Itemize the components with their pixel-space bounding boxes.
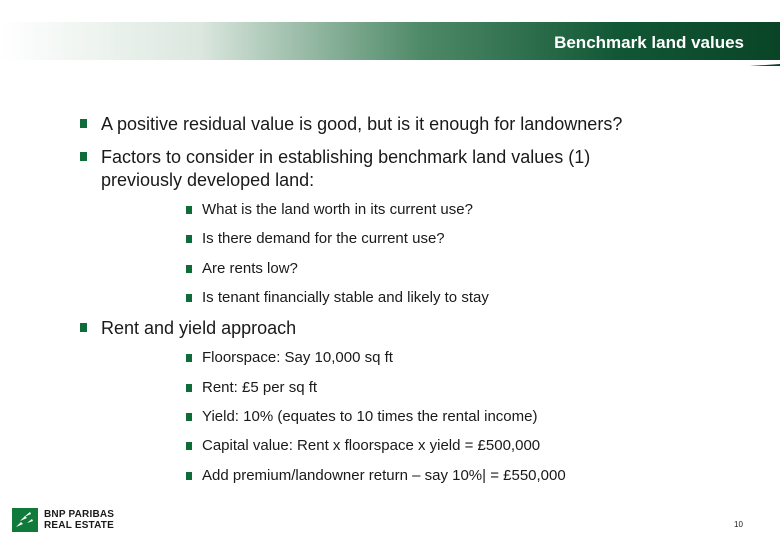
bullet-square-icon	[80, 119, 87, 128]
bullet-text-line-2: previously developed land:	[101, 170, 315, 190]
bullet-main-2	[80, 146, 590, 192]
logo-stars-icon	[12, 508, 38, 532]
bullet-main-1	[80, 113, 622, 136]
bullet-square-icon	[186, 294, 192, 302]
bullet-square-icon	[186, 235, 192, 243]
sub-bullet-text: Is there demand for the current use?	[202, 230, 445, 247]
sub-bullet-text: What is the land worth in its current use?	[202, 201, 473, 218]
sub-bullet	[186, 378, 317, 398]
bullet-text: A positive residual value is good, but is it enough for landowners?	[101, 114, 623, 134]
bullet-main-3	[80, 317, 296, 340]
company-logo	[12, 508, 114, 532]
sub-bullet	[186, 407, 537, 427]
sub-bullet	[186, 259, 298, 279]
sub-bullet	[186, 229, 445, 249]
logo-text	[44, 509, 114, 531]
sub-bullet	[186, 348, 393, 368]
slide-title: Benchmark land values	[554, 33, 744, 52]
bullet-square-icon	[186, 384, 192, 392]
sub-bullet	[186, 436, 540, 456]
sub-bullet-text: Are rents low?	[202, 260, 298, 277]
bullet-square-icon	[80, 152, 87, 161]
bullet-square-icon	[186, 354, 192, 362]
sub-bullet	[186, 288, 489, 308]
bullet-text-line-1: Factors to consider in establishing benchmark land values (1)	[101, 147, 591, 167]
bullet-square-icon	[186, 442, 192, 450]
sub-bullet-text: Rent: £5 per sq ft	[202, 379, 318, 396]
page-number: 10	[734, 520, 743, 529]
sub-bullet-text: Is tenant financially stable and likely to stay	[202, 289, 489, 306]
sub-bullet-text: Yield: 10% (equates to 10 times the rental income)	[202, 408, 538, 425]
logo-line-1: BNP PARIBAS	[44, 509, 115, 520]
bullet-square-icon	[186, 413, 192, 421]
sub-bullet	[186, 466, 566, 486]
bullet-text: Rent and yield approach	[101, 318, 297, 338]
bullet-square-icon	[186, 472, 192, 480]
sub-bullet-text: Floorspace: Say 10,000 sq ft	[202, 349, 393, 366]
sub-bullet	[186, 200, 473, 220]
header-curve-decoration	[0, 60, 780, 100]
bullet-text	[101, 146, 590, 192]
sub-bullet-text: Capital value: Rent x floorspace x yield = £500,000	[202, 437, 541, 454]
sub-bullet-text: Add premium/landowner return – say 10%| = £550,000	[202, 467, 566, 484]
logo-line-2: REAL ESTATE	[44, 520, 114, 531]
bullet-square-icon	[80, 323, 87, 332]
bullet-square-icon	[186, 206, 192, 214]
bullet-square-icon	[186, 265, 192, 273]
